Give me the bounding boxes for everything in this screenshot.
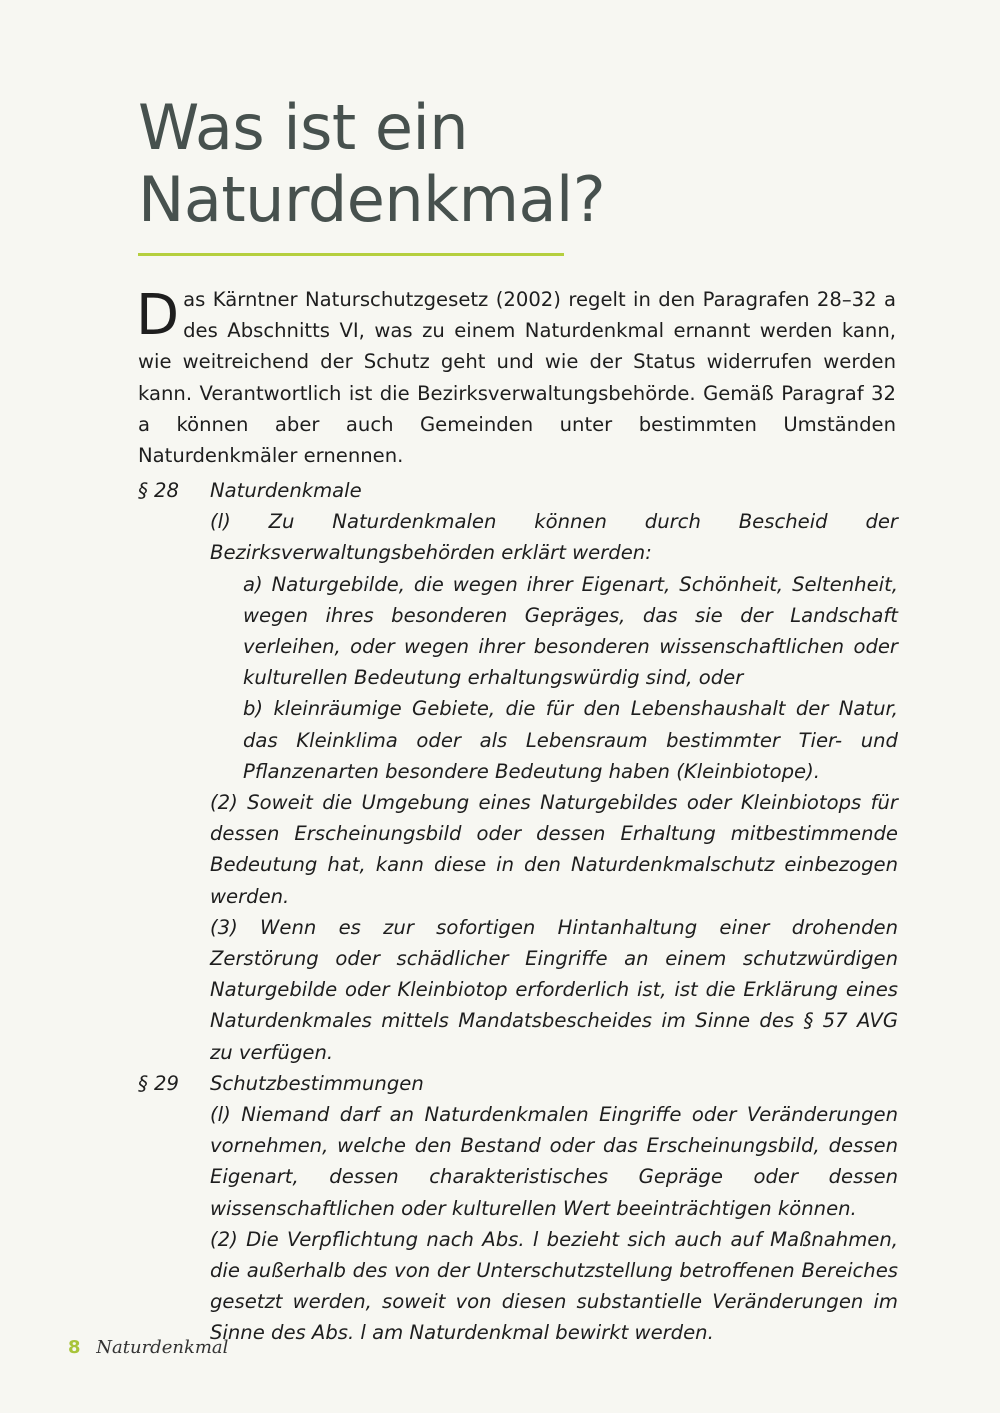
section-title: Naturdenkmale <box>210 479 362 502</box>
section-number: § 29 <box>138 1071 179 1095</box>
section-28-item-a: a) Naturgebilde, die wegen ihrer Eigenart, Schönheit, Seltenheit, wegen ihres besonderen Gepräges, das sie der Landschaft verleihen, oder wegen ihrer besonderen wissenschaftlichen oder kulturellen Bedeutung erhaltungswürdig sind, oder <box>243 572 898 690</box>
dropcap: D <box>136 283 180 348</box>
page-footer <box>68 1336 228 1360</box>
title-divider <box>138 253 564 256</box>
section-28-paragraph-1: (l) Zu Naturdenkmalen können durch Bescheid der Bezirksverwaltungsbehörden erklärt werden: <box>210 510 898 565</box>
section-29-paragraph-2: (2) Die Verpflichtung nach Abs. l bezieht sich auch auf Maßnahmen, die außerhalb des von der Unterschutzstellung betroffenen Bereiches gesetzt werden, soweit von diesen substantielle Veränderungen im Sinne des Abs. l am Naturdenkmal bewirkt werden. <box>210 1227 898 1345</box>
law-excerpt <box>138 475 898 1349</box>
page-number: 8 <box>68 1337 81 1358</box>
page-title <box>138 92 878 236</box>
page-title-line-2: Naturdenkmal? <box>138 163 606 236</box>
section-28-paragraph-2: (2) Soweit die Umgebung eines Naturgebildes oder Kleinbiotops für dessen Erscheinungsbild oder dessen Erhaltung mitbestimmende Bedeutung hat, kann diese in den Naturdenkmalschutz einbezogen werden. <box>210 791 898 908</box>
section-heading-29 <box>138 1068 898 1099</box>
page-title-line-1: Was ist ein <box>138 91 469 164</box>
section-28-item-b: b) kleinräumige Gebiete, die für den Lebenshaushalt der Natur, das Kleinklima oder als Lebensraum bestimmter Tier- und Pflanzenarten besondere Bedeutung haben (Kleinbiotope). <box>243 697 898 783</box>
section-heading-28 <box>138 475 898 506</box>
section-28-paragraph-3: (3) Wenn es zur sofortigen Hintanhaltung einer drohenden Zerstörung oder schädlicher Eingriffe an einem schutzwürdigen Naturgebilde oder Kleinbiotop erforderlich ist, ist die Erklärung eines Naturdenkmales mittels Mandatsbescheides im Sinne des § 57 AVG zu verfügen. <box>210 915 898 1064</box>
running-title: Naturdenkmal <box>96 1337 229 1358</box>
intro-paragraph <box>138 284 896 471</box>
intro-text: as Kärntner Naturschutzgesetz (2002) regelt in den Paragrafen 28–32 a des Abschnitts VI, was zu einem Naturdenkmal ernannt werden kann, wie weitreichend der Schutz geht und wie der Status widerrufen werden kann. Verantwortlich ist die Bezirksverwaltungsbehörde. Gemäß Paragraf 32 a können aber auch Gemeinden unter bestimmten Umständen Naturdenkmäler ernennen. <box>138 288 896 468</box>
section-number: § 28 <box>138 479 179 502</box>
section-29-paragraph-1: (l) Niemand darf an Naturdenkmalen Eingriffe oder Veränderungen vornehmen, welche den Bestand oder das Erscheinungsbild, dessen Eigenart, dessen charakteristisches Gepräge oder dessen wissenschaftlichen oder kulturellen Wert beeinträchtigen können. <box>210 1103 898 1220</box>
section-title: Schutzbestimmungen <box>210 1071 424 1095</box>
